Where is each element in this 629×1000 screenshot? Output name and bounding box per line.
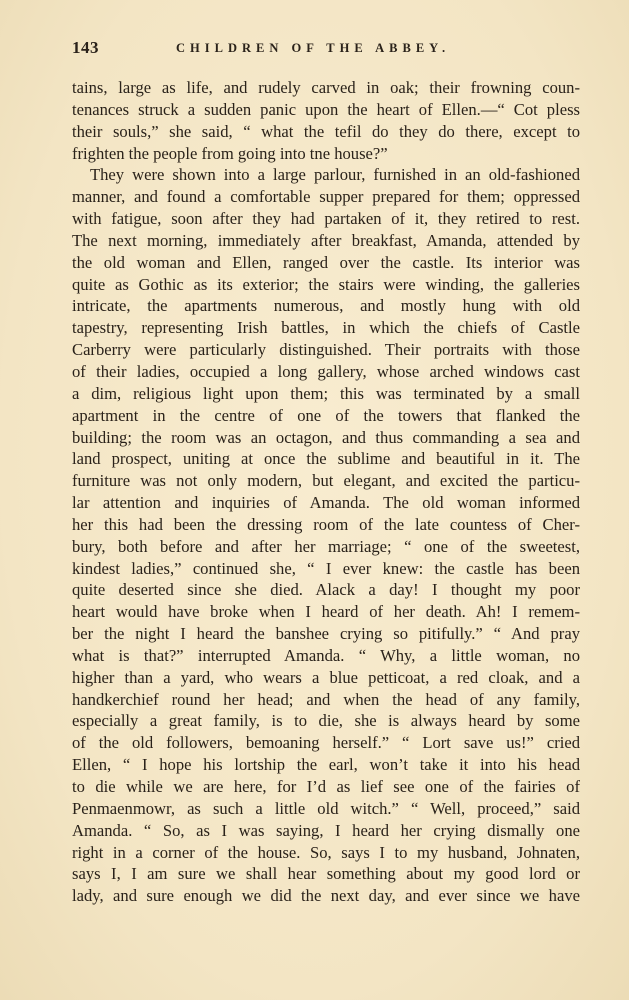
text-line: lar attention and inquiries of Amanda. The old woman informed <box>72 493 580 513</box>
text-line: tains, large as life, and rudely carved in oak; their frowning coun- <box>72 78 580 97</box>
text-line: their souls,” she said, “ what the tefil do they do there, except to <box>72 121 580 141</box>
text-line: her this had been the dressing room of the late countess of Cher- <box>72 514 580 534</box>
text-line: lady, and sure enough we did the next day, and ever since we have <box>72 886 580 906</box>
text-line: especially a great family, is to die, she is always heard by some <box>72 711 580 731</box>
text-line: Ellen, “ I hope his lortship the earl, won’t take it into his head <box>72 755 580 775</box>
text-line: land prospect, uniting at once the sublime and beautiful in it. The <box>72 449 580 469</box>
text-line: with fatigue, soon after they had partaken of it, they retired to rest. <box>72 209 580 229</box>
page-number: 143 <box>72 38 99 57</box>
page-header <box>72 38 572 64</box>
text-line: Penmaenmowr, as such a little old witch.” “ Well, proceed,” said <box>72 798 580 818</box>
text-line: furniture was not only modern, but elegant, and excited the particu- <box>72 471 580 491</box>
text-line: building; the room was an octagon, and thus commanding a sea and <box>72 427 580 447</box>
running-title: CHILDREN OF THE ABBEY. <box>176 41 451 55</box>
text-line: manner, and found a comfortable supper prepared for them; oppressed <box>72 187 580 207</box>
text-line: frighten the people from going into tne house?” <box>72 143 388 163</box>
text-line: kindest ladies,” continued she, “ I ever knew: the castle has been <box>72 558 580 578</box>
text-line: says I, I am sure we shall hear something about my good lord or <box>72 864 580 884</box>
text-line: They were shown into a large parlour, furnished in an old-fashioned <box>90 165 580 185</box>
text-line: a dim, religious light upon them; this was terminated by a small <box>72 383 580 403</box>
text-line: quite deserted since she died. Alack a day! I thought my poor <box>72 580 580 600</box>
text-line: of their ladies, occupied a long gallery, whose arched windows cast <box>72 361 580 381</box>
text-line: handkerchief round her head; and when the head of any family, <box>72 689 580 709</box>
text-line: quite as Gothic as its exterior; the stairs were winding, the galleries <box>72 274 580 294</box>
text-line: bury, both before and after her marriage; “ one of the sweetest, <box>72 536 580 556</box>
text-line: Amanda. “ So, as I was saying, I heard her crying dismally one <box>72 820 580 840</box>
text-line: intricate, the apartments numerous, and mostly hung with old <box>72 296 580 316</box>
text-line: right in a corner of the house. So, says I to my husband, Johnaten, <box>72 842 580 862</box>
text-line: The next morning, immediately after breakfast, Amanda, attended by <box>72 230 580 250</box>
text-line: apartment in the centre of one of the towers that flanked the <box>72 405 580 425</box>
text-line: what is that?” interrupted Amanda. “ Why, a little woman, no <box>72 645 580 665</box>
text-line: heart would have broke when I heard of her death. Ah! I remem- <box>72 602 580 622</box>
text-line: higher than a yard, who wears a blue petticoat, a red cloak, and a <box>72 667 580 687</box>
text-line: of the old followers, bemoaning herself.” “ Lort save us!” cried <box>72 733 580 753</box>
text-line: the old woman and Ellen, ranged over the castle. Its interior was <box>72 252 580 272</box>
text-line: tenances struck a sudden panic upon the heart of Ellen.—“ Cot pless <box>72 99 580 119</box>
text-line: tapestry, representing Irish battles, in which the chiefs of Castle <box>72 318 580 338</box>
body-text <box>72 77 580 907</box>
text-line: ber the night I heard the banshee crying so pitifully.” “ And pray <box>72 624 580 644</box>
text-line: to die while we are here, for I’d as lief see one of the fairies of <box>72 777 580 796</box>
text-line: Carberry were particularly distinguished. Their portraits with those <box>72 340 580 360</box>
